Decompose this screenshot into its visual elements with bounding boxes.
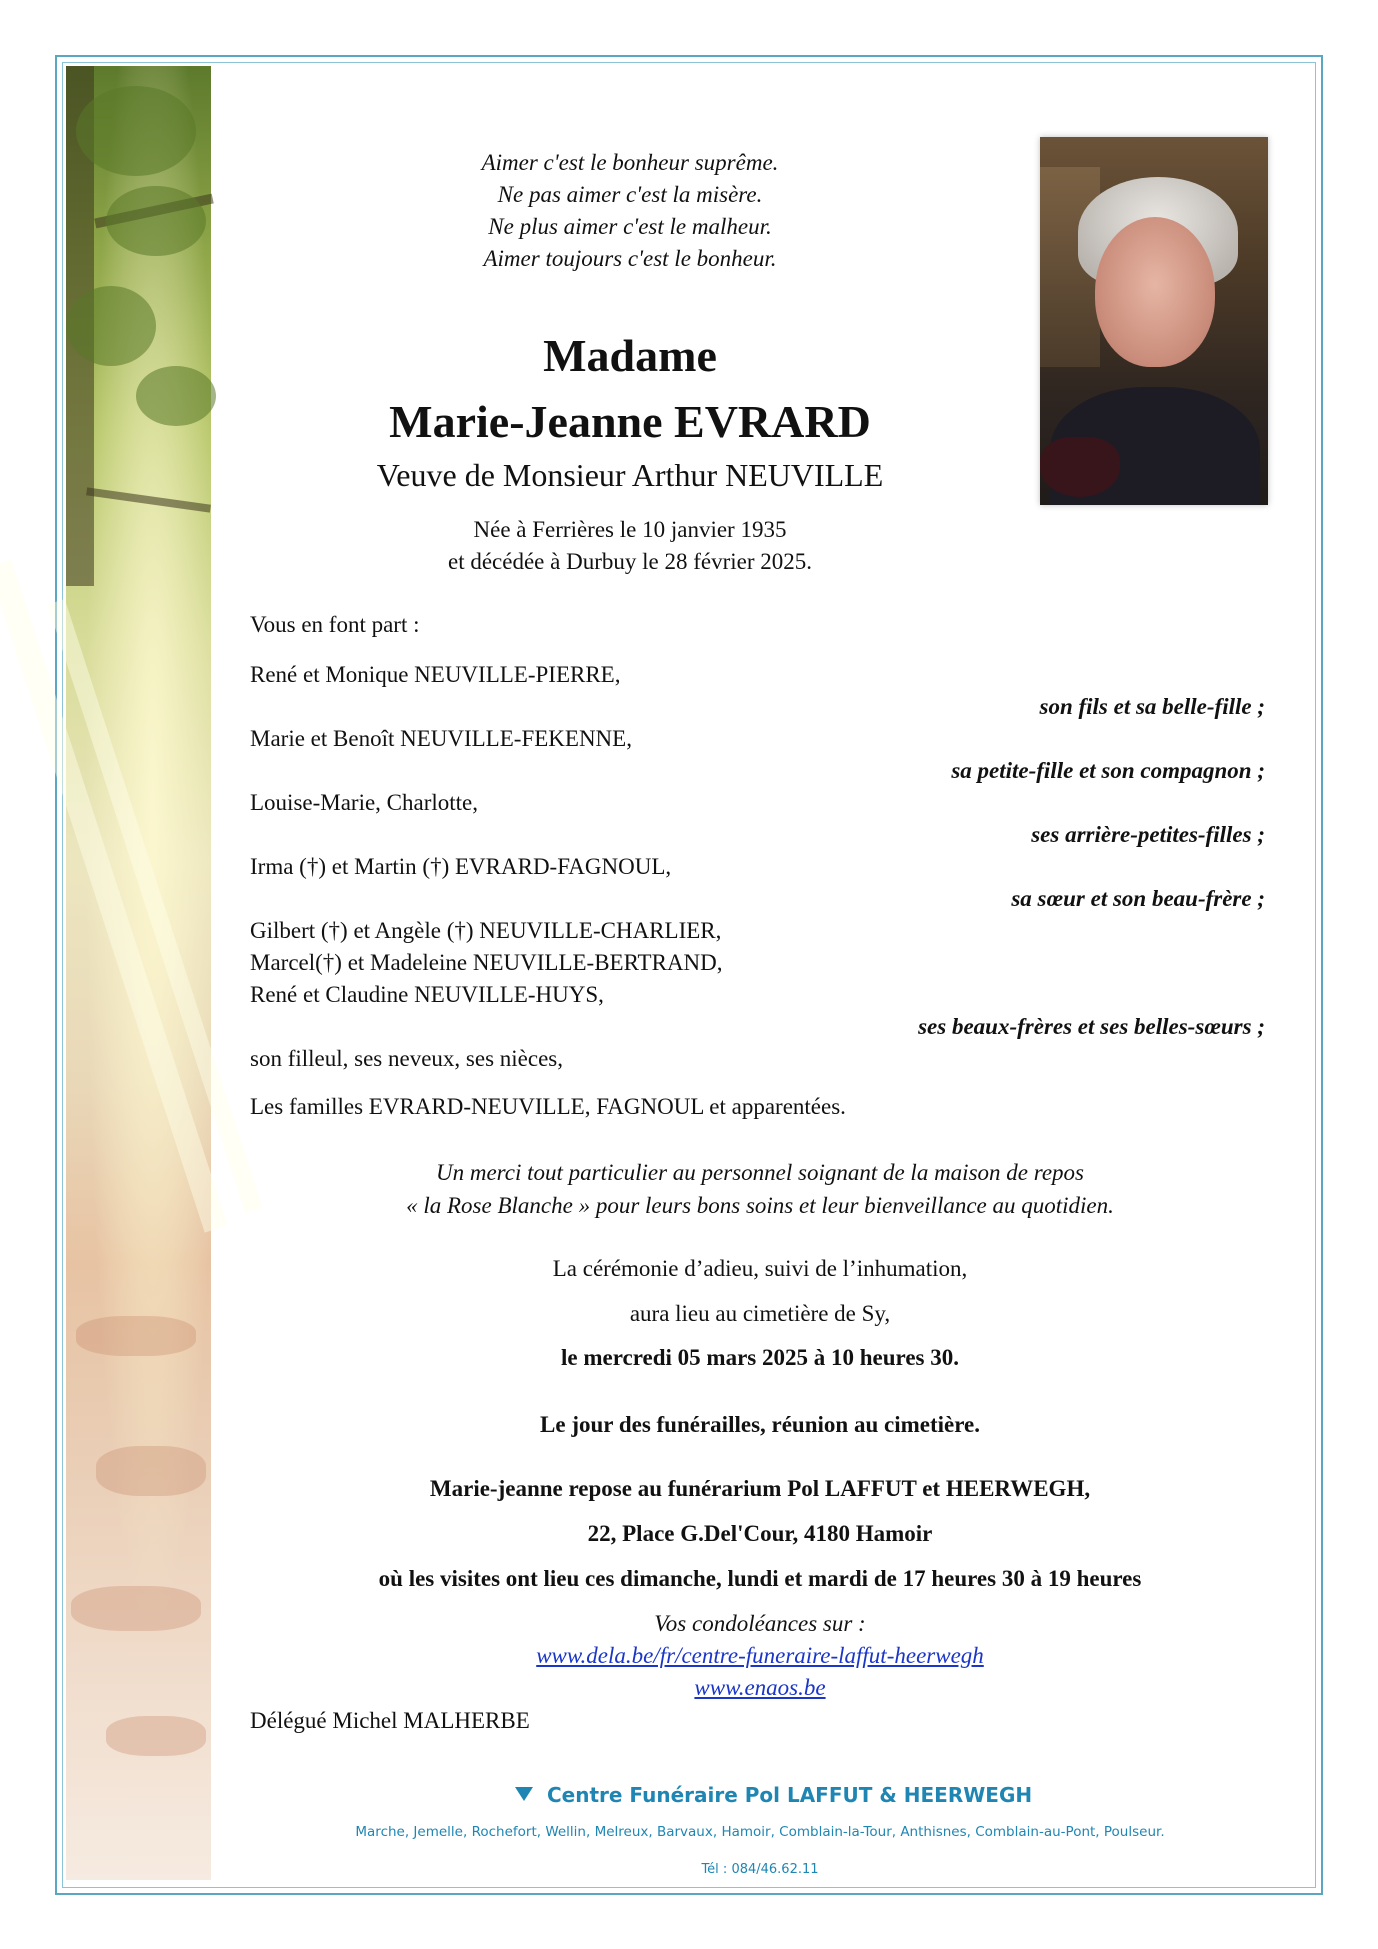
family-relation: sa petite-fille et son compagnon ; [951, 758, 1265, 783]
portrait-photo [1040, 137, 1268, 505]
families-line: Les familles EVRARD-NEUVILLE, FAGNOUL et apparentées. [250, 1094, 846, 1119]
deceased-name: Marie-Jeanne EVRARD [389, 396, 871, 447]
funeral-home-label: Centre Funéraire Pol LAFFUT & HEERWEGH [547, 1783, 1033, 1807]
family-names: Irma (†) et Martin (†) EVRARD-FAGNOUL, [250, 854, 672, 879]
others-line: son filleul, ses neveux, ses nièces, [250, 1046, 563, 1071]
poem-line: Ne plus aimer c'est le malheur. [488, 214, 772, 239]
condolences-link-enaos[interactable]: www.enaos.be [694, 1675, 826, 1700]
poem-line: Aimer c'est le bonheur suprême. [481, 150, 779, 175]
condolences-link-dela[interactable]: www.dela.be/fr/centre-funeraire-laffut-heerwegh [536, 1643, 984, 1668]
forest-path-image [66, 66, 211, 1880]
thanks-line: Un merci tout particulier au personnel soignant de la maison de repos [436, 1160, 1084, 1185]
poem-line: Ne pas aimer c'est la misère. [497, 182, 763, 207]
family-names: Louise-Marie, Charlotte, [250, 790, 479, 815]
family-names: René et Monique NEUVILLE-PIERRE, [250, 662, 621, 687]
funeral-home-phone: Tél : 084/46.62.11 [701, 1862, 819, 1877]
family-names: Gilbert (†) et Angèle (†) NEUVILLE-CHARLIER, [250, 918, 722, 943]
family-relation: sa sœur et son beau-frère ; [1011, 886, 1265, 911]
ceremony-line: La cérémonie d’adieu, suivi de l’inhumation, [552, 1256, 968, 1281]
family-relation: son fils et sa belle-fille ; [1039, 694, 1265, 719]
family-relation: ses arrière-petites-filles ; [1031, 822, 1265, 847]
family-names: Marie et Benoît NEUVILLE-FEKENNE, [250, 726, 632, 751]
visits-line: où les visites ont lieu ces dimanche, lundi et mardi de 17 heures 30 à 19 heures [378, 1566, 1142, 1591]
honorific: Madame [543, 330, 717, 381]
family-names: Marcel(†) et Madeleine NEUVILLE-BERTRAND, [250, 950, 723, 975]
funeral-home-name [515, 1783, 1032, 1807]
poem [360, 147, 900, 275]
widow-of: Veuve de Monsieur Arthur NEUVILLE [376, 457, 884, 493]
birth-line: Née à Ferrières le 10 janvier 1935 [473, 517, 787, 542]
ceremony-line: aura lieu au cimetière de Sy, [629, 1301, 891, 1326]
family-relation: ses beaux-frères et ses belles-sœurs ; [918, 1014, 1265, 1039]
intro-line: Vous en font part : [250, 612, 420, 637]
thanks-line: « la Rose Blanche » pour leurs bons soins et leur bienveillance au quotidien. [406, 1193, 1114, 1218]
ceremony-date: le mercredi 05 mars 2025 à 10 heures 30. [561, 1345, 959, 1370]
rest-line: Marie-jeanne repose au funérarium Pol LAFFUT et HEERWEGH, [429, 1476, 1091, 1501]
address-line: 22, Place G.Del'Cour, 4180 Hamoir [587, 1521, 933, 1546]
family-names: René et Claudine NEUVILLE-HUYS, [250, 982, 604, 1007]
funeral-home-towns: Marche, Jemelle, Rochefort, Wellin, Melreux, Barvaux, Hamoir, Comblain-la-Tour, Anthisnes, Comblain-au-Pont, Poulseur. [355, 1824, 1165, 1840]
meeting-line: Le jour des funérailles, réunion au cimetière. [540, 1412, 980, 1437]
triangle-down-icon [515, 1787, 533, 1801]
death-line: et décédée à Durbuy le 28 février 2025. [447, 549, 812, 574]
poem-line: Aimer toujours c'est le bonheur. [483, 246, 777, 271]
delegate-line: Délégué Michel MALHERBE [250, 1708, 530, 1733]
condolences-label: Vos condoléances sur : [654, 1611, 866, 1636]
